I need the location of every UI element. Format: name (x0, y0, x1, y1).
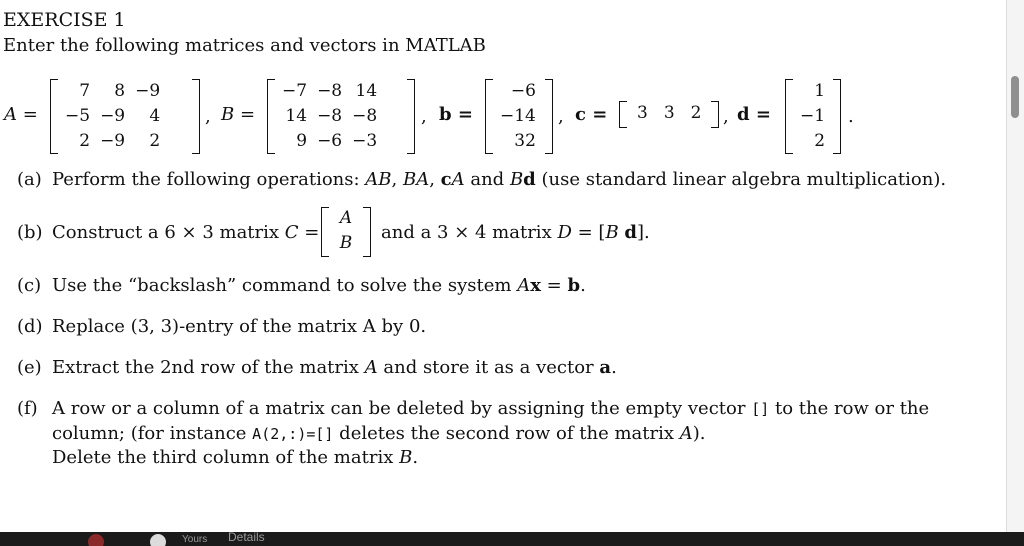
matrix-B-cell: −6 (317, 131, 343, 151)
intro-text: Enter the following matrices and vectors in MATLAB (3, 35, 486, 56)
item-b-text-2: and a 3 × 4 matrix D = [B d]. (381, 222, 650, 243)
stack-top-A: A (339, 208, 353, 228)
vertical-scrollbar[interactable] (1006, 0, 1024, 532)
matrix-B (267, 79, 415, 154)
item-a-text: Perform the following operations: AB, BA, cA and Bd (use standard linear algebra multiplication). (52, 169, 947, 190)
separator: , (558, 106, 564, 127)
yours-label[interactable]: Yours (182, 534, 208, 545)
item-c-text: Use the “backslash” command to solve the system Ax = b. (52, 275, 586, 296)
item-f-line-3: Delete the third column of the matrix B. (52, 447, 419, 468)
vector-d-label: d = (737, 104, 771, 125)
matrix-B-cell: 14 (355, 81, 378, 101)
matrix-B-row (277, 129, 382, 154)
matrix-B-label: B = (221, 104, 256, 125)
matrix-A-cell: 2 (79, 131, 91, 151)
matrix-B-cell: 9 (296, 131, 308, 151)
matrix-B-row (277, 104, 382, 129)
matrix-c-cell: 3 (663, 103, 675, 123)
stack-bottom-B: B (339, 233, 353, 253)
matrix-A-cell: −5 (65, 106, 91, 126)
details-tab[interactable]: Details (228, 532, 265, 544)
bottom-bar (0, 532, 1024, 546)
matrix-A-cell: 8 (114, 81, 126, 101)
matrix-A-cell: 2 (149, 131, 161, 151)
item-d-label: (d) (17, 316, 43, 337)
matrix-B-cell: −8 (317, 81, 343, 101)
matrix-b-row (495, 104, 541, 129)
matrix-A-cell: −9 (135, 81, 161, 101)
item-f-line-2: column; (for instance A(2,:)=[] deletes the second row of the matrix A). (52, 423, 706, 444)
matrix-A-cell: 4 (149, 106, 161, 126)
vector-b (485, 79, 553, 154)
matrix-B-cell: −8 (352, 106, 378, 126)
vector-b-label: b = (439, 104, 473, 125)
scrollbar-thumb[interactable] (1011, 76, 1019, 118)
matrix-B-cell: −3 (352, 131, 378, 151)
matrix-b-cell: −6 (510, 81, 536, 101)
matrix-d-cell: 1 (814, 81, 826, 101)
matrix-B-cell: −7 (282, 81, 308, 101)
matrix-c-cell: 3 (637, 103, 648, 123)
exercise-title: EXERCISE 1 (3, 9, 126, 31)
matrix-A-cell: −9 (100, 106, 126, 126)
item-e-text: Extract the 2nd row of the matrix A and store it as a vector a. (52, 357, 617, 378)
matrix-A (50, 79, 200, 154)
item-c-label: (c) (17, 275, 42, 296)
matrix-A-row (60, 104, 165, 129)
vector-d (785, 79, 841, 154)
matrix-d-cell: −1 (800, 106, 826, 126)
matrix-b-cell: −14 (500, 106, 536, 126)
end-period: . (848, 106, 854, 127)
matrix-A-row (60, 79, 165, 104)
matrix-A-cell: −9 (100, 131, 126, 151)
matrix-d-row (795, 104, 830, 129)
separator: , (421, 106, 427, 127)
vector-c (619, 101, 719, 128)
matrix-A-label: A = (4, 104, 38, 125)
item-f-label: (f) (17, 398, 38, 419)
matrix-B-cell: −8 (317, 106, 343, 126)
vector-c-label: c = (575, 104, 608, 125)
item-b-label: (b) (17, 222, 43, 243)
matrix-d-cell: 2 (814, 131, 826, 151)
item-d-text: Replace (3, 3)-entry of the matrix A by 0. (52, 316, 427, 337)
item-e-label: (e) (17, 357, 42, 378)
separator: , (205, 106, 211, 127)
matrix-d-row (795, 129, 830, 154)
app-icon[interactable] (88, 534, 104, 546)
matrix-b-row (495, 129, 541, 154)
item-b-text-1: Construct a 6 × 3 matrix C = (52, 222, 320, 243)
matrix-c-row (629, 101, 709, 126)
matrix-A-row (60, 129, 165, 154)
matrix-b-row (495, 79, 541, 104)
item-a-label: (a) (17, 169, 42, 190)
matrix-B-cell: 14 (285, 106, 308, 126)
matrix-B-row (277, 79, 382, 104)
matrix-A-cell: 7 (79, 81, 91, 101)
avatar-icon[interactable] (150, 534, 166, 546)
item-f-line-1: A row or a column of a matrix can be deleted by assigning the empty vector [] to the row or the (52, 398, 930, 419)
matrix-d-row (795, 79, 830, 104)
separator: , (723, 106, 729, 127)
matrix-b-cell: 32 (514, 131, 536, 151)
matrix-c-cell: 2 (690, 103, 702, 123)
